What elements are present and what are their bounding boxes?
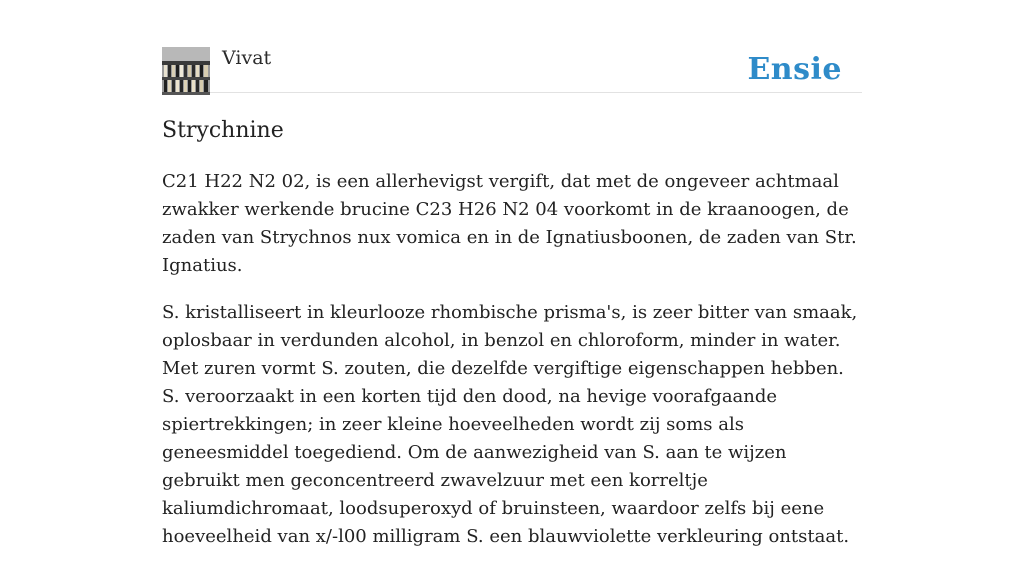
page-title: Strychnine xyxy=(162,118,284,143)
article-body xyxy=(162,168,866,570)
article-paragraph: C21 H22 N2 02, is een allerhevigst vergift, dat met de ongeveer achtmaal zwakker werkende brucine C23 H26 N2 04 voorkomt in de kraanoogen, de zaden van Strychnos nux vomica en in de Ignatiusboonen, de zaden van Str. Ignatius. xyxy=(162,171,857,276)
header xyxy=(162,46,862,93)
site-logo[interactable]: Ensie xyxy=(747,52,842,87)
author-avatar[interactable] xyxy=(162,47,210,95)
article-paragraph: S. kristalliseert in kleurlooze rhombische prisma's, is zeer bitter van smaak, oplosbaar in verdunden alcohol, in benzol en chloroform, minder in water. Met zuren vormt S. zouten, die dezelfde vergiftige eigenschappen hebben. S. veroorzaakt in een korten tijd den dood, na hevige voorafgaande spiertrekkingen; in zeer kleine hoeveelheden wordt zij soms als geneesmiddel toegediend. Om de aanwezigheid van S. aan te wijzen gebruikt men geconcentreerd zwavelzuur met een korreltje kaliumdichromaat, loodsuperoxyd of bruinsteen, waardoor zelfs bij eene hoeveelheid van x/-l00 milligram S. een blauwviolette verkleuring ontstaat. xyxy=(162,302,858,547)
author-name[interactable]: Vivat xyxy=(222,47,272,69)
bookshelf-avatar-icon xyxy=(162,47,210,95)
